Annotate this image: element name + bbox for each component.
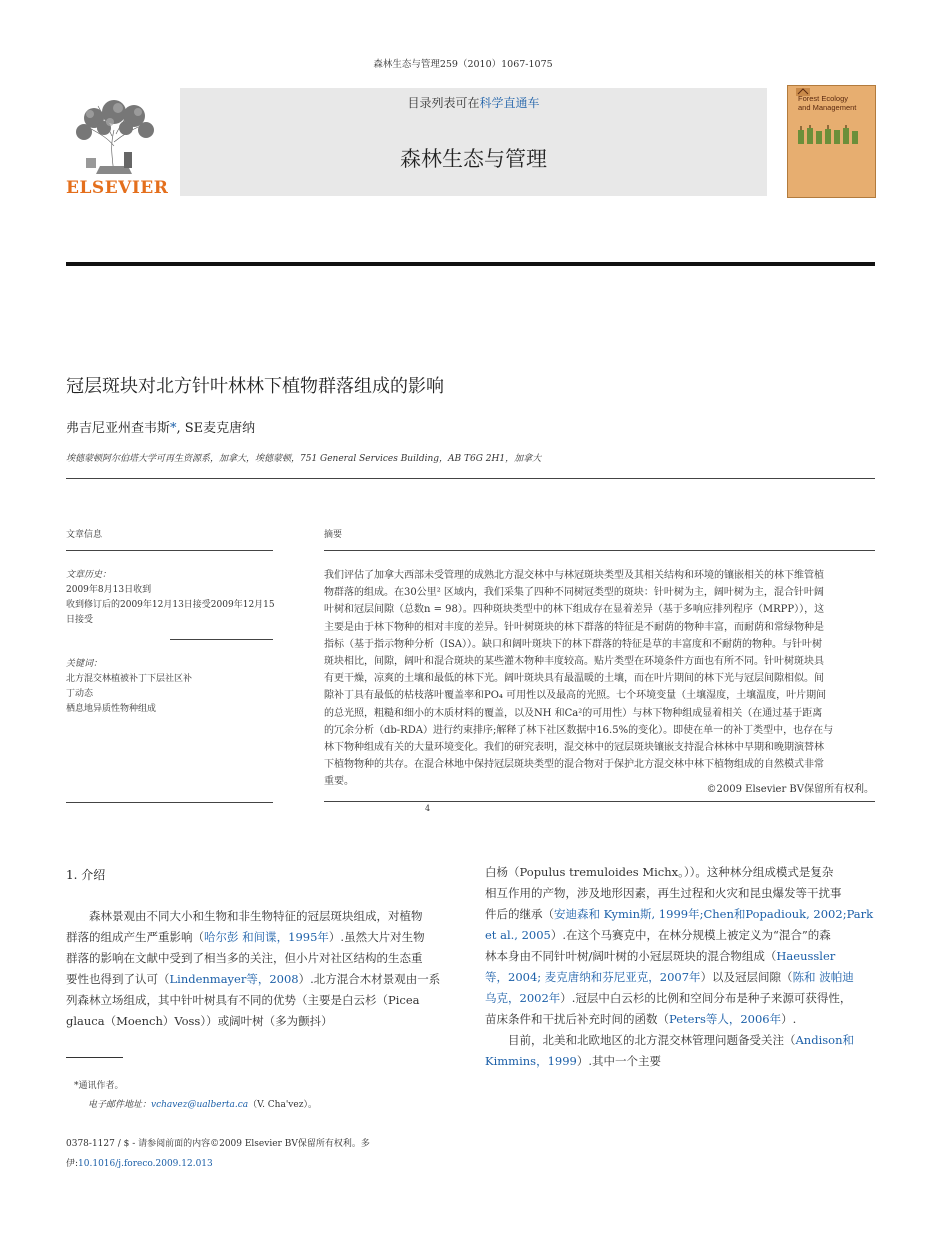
journal-citation: 森林生态与管理259（2010）1067-1075 (373, 59, 553, 70)
footnote-rule (66, 1057, 123, 1058)
body-line (485, 883, 877, 904)
citation-link[interactable]: Kimmins，1999 (485, 1054, 577, 1068)
text: ）. (781, 1012, 797, 1026)
publisher-wordmark: ELSEVIER (66, 178, 169, 198)
citation-link[interactable]: Andison和 (795, 1033, 854, 1047)
history-line: 日接受 (66, 615, 94, 625)
text: ）.在这个马赛克中，在林分规模上被定义为“混合”的森 (550, 928, 831, 942)
article-info-heading: 文章信息 (66, 530, 103, 540)
keyword-line: 丁动态 (66, 689, 94, 699)
issn-line: 0378-1127 / $ - 请参阅前面的内容©2009 Elsevier BV保留所有权利。多 (66, 1139, 370, 1149)
text: 相互作用的产物，涉及地形因素，再生过程和火灾和昆虫爆发等干扰事 (485, 886, 842, 900)
body-line (66, 906, 459, 927)
text: 群落的影响在文献中受到了相当多的关注，但小片对社区结构的生态重 (66, 951, 423, 965)
body-line (66, 990, 459, 1011)
body-line (66, 948, 459, 969)
author-list (66, 417, 255, 436)
history-line: 收到修订后的2009年12月13日接受2009年12月15 (66, 600, 275, 610)
body-line (485, 946, 877, 967)
sciencedirect-link[interactable]: 科学直通车 (479, 96, 540, 110)
corresponding-author-marker[interactable]: * (170, 421, 177, 436)
corresponding-note: *通讯作者。 (74, 1081, 124, 1091)
abstract-rule (324, 550, 875, 551)
toc-availability (180, 94, 767, 111)
intro-heading: 1. 介绍 (66, 868, 106, 882)
text: 列森林立场组成，其中针叶树具有不同的优势（主要是白云杉（Picea (66, 993, 420, 1007)
text: ）.虽然大片对生物 (328, 930, 425, 944)
abstract-line: 主要是由于林下物种的相对丰度的差异。针叶树斑块的林下群落的特征是不耐荫的物种丰富，而耐荫和常绿物种是 (324, 621, 824, 633)
abstract-bottom-rule (324, 801, 875, 802)
intro-right-column (485, 862, 877, 1072)
doi-line (66, 1156, 213, 1169)
cover-title (798, 94, 856, 112)
author-1[interactable]: 弗吉尼亚州查韦斯 (66, 421, 171, 436)
history-rule (170, 639, 273, 640)
header-divider (66, 262, 875, 266)
abstract-body (324, 567, 876, 791)
affiliation: 埃德蒙顿阿尔伯塔大学可再生资源系，加拿大，埃德蒙顿，751 General Services Building，AB T6G 2H1，加拿大 (66, 454, 542, 464)
abstract-line: 隙补丁具有最低的枯枝落叶覆盖率和PO₄ 可用性以及最高的光照。七个环境变量（土壤湿度，土壤温度，叶片期间 (324, 690, 827, 702)
abstract-line: 重要。 (324, 776, 354, 788)
text: 目前，北美和北欧地区的北方混交林管理问题备受关注（ (485, 1033, 796, 1047)
text: 件后的继承（ (485, 907, 554, 921)
abstract-line: 下植物物种的共存。在混合林地中保持冠层斑块类型的混合物对于保护北方混交林中林下植物组成的自然模式非常 (324, 759, 824, 771)
text: 要性也得到了认可（ (66, 972, 170, 986)
abstract-line: 的冗余分析（db-RDA）进行约束排序;解释了林下社区数据中16.5%的变化）。即使在单一的补丁类型中，也存在与 (324, 724, 834, 736)
cover-title-line-2: and Management (798, 103, 857, 112)
text: 白杨（Populus tremuloides Michx。））。这种林分组成模式是复杂 (485, 865, 834, 879)
citation-link[interactable]: 哈尔彭 和间谍，1995年 (204, 930, 329, 944)
abstract-line: 有更干燥，凉爽的土壤和最低的林下光。阔叶斑块具有最温暖的土壤，而在叶片期间的林下光与冠层间隙相似。间 (324, 673, 824, 685)
email-suffix: （V. Cha'vez）。 (248, 1100, 317, 1110)
article-info-rule (66, 550, 273, 551)
text: ）.冠层中白云杉的比例和空间分布是种子来源可获得性， (560, 991, 852, 1005)
article-info-bottom-rule (66, 802, 273, 803)
intro-left-column (66, 906, 459, 1032)
keywords (66, 657, 276, 717)
journal-masthead (180, 88, 767, 196)
body-line (485, 862, 877, 883)
text: 苗床条件和干扰后补充时间的函数（ (485, 1012, 669, 1026)
citation-link[interactable]: 等，2004; 麦克唐纳和芬尼亚克，2007年 (485, 970, 701, 984)
email-note (88, 1097, 317, 1110)
citation-link[interactable]: et al., 2005 (485, 928, 551, 942)
journal-name: 森林生态与管理 (400, 147, 547, 171)
abstract-line: 指标（基于指示物种分析（ISA））。缺口和阔叶斑块下的林下群落的特征是草的丰富度和不耐荫的物种。与针叶树 (324, 638, 823, 650)
email-link[interactable]: vchavez@ualberta.ca (151, 1100, 249, 1110)
journal-cover (787, 85, 876, 198)
history-line: 2009年8月13日收到 (66, 585, 152, 595)
keywords-label: 关键词： (66, 659, 103, 669)
abstract-line: 的总光照，粗糙和细小的木质材料的覆盖，以及NH 和Ca²的可用性）与林下物种组成显着相关（在通过基于距离 (324, 707, 823, 719)
abstract-heading: 摘要 (324, 530, 343, 540)
citation-link[interactable]: 安迪森和 Kymin斯, 1999年;Chen和Popadiouk, 2002;Park (554, 907, 874, 921)
body-line (66, 927, 459, 948)
article-title: 冠层斑块对北方针叶林林下植物群落组成的影响 (66, 376, 444, 397)
text: ）.北方混合木材景观由一系 (298, 972, 441, 986)
keyword-line: 北方混交林植被补丁下层社区补 (66, 674, 193, 684)
text: ）以及冠层间隙（ (700, 970, 793, 984)
body-line (485, 988, 877, 1009)
abstract-line: 我们评估了加拿大西部未受管理的成熟北方混交林中与林冠斑块类型及其相关结构和环境的镶嵌相关的林下维管植 (324, 570, 824, 581)
abstract-line: 物群落的组成。在30公里² 区域内，我们采集了四种不同树冠类型的斑块：针叶树为主，阔叶树为主，混合针叶阔 (324, 587, 824, 599)
doi-label: 伊: (66, 1159, 79, 1169)
body-line (485, 967, 877, 988)
email-label: 电子邮件地址： (88, 1100, 152, 1110)
history-label: 文章历史： (66, 570, 112, 580)
citation-link[interactable]: 陈和 波帕迪 (792, 970, 854, 984)
citation-link[interactable]: Haeussler (776, 949, 836, 963)
abstract-line: 林下物种组成有关的大量环境变化。我们的研究表明，混交林中的冠层斑块镶嵌支持混合林林中早期和晚期演替林 (324, 742, 824, 754)
citation-link[interactable]: Peters等人，2006年 (669, 1012, 782, 1026)
body-line (66, 969, 459, 990)
cover-title-line-1: Forest Ecology (798, 94, 849, 103)
body-line (485, 1009, 877, 1030)
abstract-copyright: ©2009 Elsevier BV保留所有权利。 (706, 784, 874, 795)
stray-mark: 4 (425, 804, 431, 813)
text: glauca（Moench）Voss））或阔叶树（多为颤抖） (66, 1014, 333, 1028)
text: 群落的组成产生严重影响（ (66, 930, 204, 944)
body-line (485, 904, 877, 925)
text: 森林景观由不同大小和生物和非生物特征的冠层斑块组成，对植物 (66, 909, 423, 923)
abstract-line: 叶树和冠层间隙（总数n = 98）。四种斑块类型中的林下组成存在显着差异（基于多响应排列程序（MRPP）），这 (324, 604, 825, 616)
text: 林本身由不同针叶树/阔叶树的小冠层斑块的混合物组成（ (485, 949, 777, 963)
cover-image (798, 124, 866, 146)
keyword-line: 栖息地异质性物种组成 (66, 704, 157, 714)
citation-link[interactable]: Lindenmayer等，2008 (169, 972, 299, 986)
toc-prefix: 目录列表可在 (407, 96, 480, 110)
author-2: , SE麦克唐纳 (176, 421, 256, 436)
article-history (66, 568, 276, 628)
body-line (485, 925, 877, 946)
citation-link[interactable]: 乌克，2002年 (485, 991, 561, 1005)
body-line (485, 1051, 877, 1072)
doi-link[interactable]: 10.1016/j.foreco.2009.12.013 (78, 1159, 213, 1169)
title-divider (66, 478, 875, 479)
text: ）.其中一个主要 (576, 1054, 661, 1068)
body-line (485, 1030, 877, 1051)
body-line (66, 1011, 459, 1032)
abstract-line: 斑块相比，间隙，阔叶和混合斑块的某些灌木物种丰度较高。贴片类型在环境条件方面也有所不同。针叶树斑块具 (324, 656, 824, 668)
